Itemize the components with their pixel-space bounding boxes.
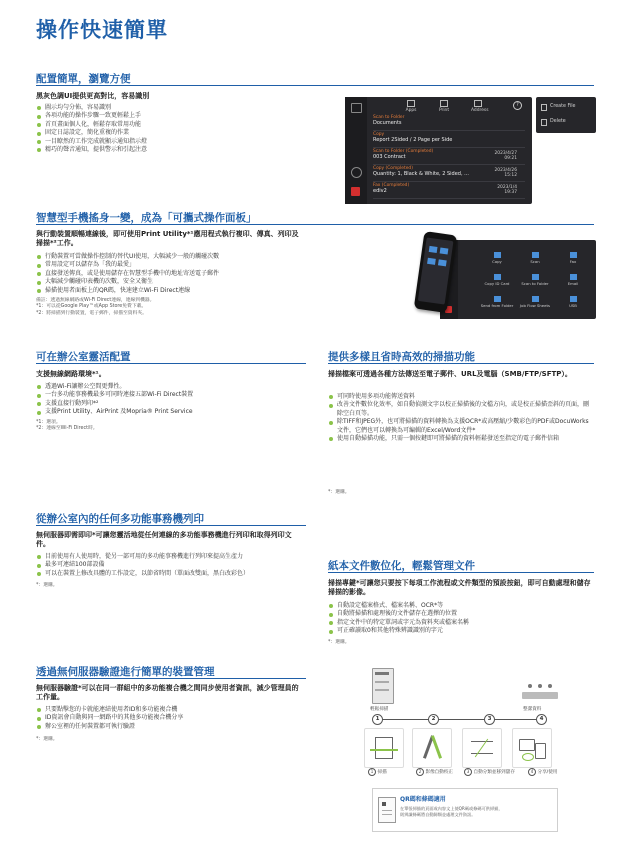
step-caption [368,768,387,776]
section-lead: 掃描檔案可透過各種方法傳送至電子郵件、URL及電腦（SMB/FTP/SFTP）。 [328,370,572,378]
job-name: Documents [373,120,402,126]
app-tile[interactable] [556,294,590,312]
list-item: 最多可連結100部設備 [36,561,249,569]
list-item: 改善文件數位化效率，如自動偵測文字以校正掃描後的文檔方向，或是校正掃描歪斜的頁面，刪除空白頁等。 [328,401,594,418]
caption-text: 影像自動校正 [425,770,454,775]
divider [36,363,306,364]
stop-button[interactable] [351,187,360,196]
qr-text-line: 在單張掃描的頁面或內容文上使QR碼或條碼可供掃描， [400,806,503,811]
divider [36,224,594,225]
app-label: Copy ID Card [484,281,510,286]
qr-info-box [372,788,558,832]
person-icon [528,684,532,688]
flow-right-label: 整潔資料 [523,707,542,712]
job-name: ediv2 [373,188,387,194]
step-marker: 3 [484,714,495,725]
section-heading-print-anywhere: 從辦公室內的任何多功能事務機列印 [36,513,204,525]
bullet-list [36,104,147,154]
footnote: 備註：透過無線網路或Wi-Fi Direct連線，連線到機器。 [36,298,155,303]
footnote: *2：連線至Wi-Fi Direct時。 [36,426,98,432]
caption-text: 自動分類並移到儲存 [473,770,515,775]
person-icon [548,684,552,688]
address-label: Address [471,108,489,113]
step-number: 1 [368,768,376,776]
scan-icon [364,728,404,768]
section-lead: 與行動裝置順暢連線後，即可使用Print Utility*¹應用程式執行複印、傳真、列印及掃描*²工作。 [36,230,299,247]
section-lead: 無伺服器即需即印*可讓您靈活地從任何連線的多功能事務機進行列印和取得列印文件。 [36,531,292,548]
document-icon [378,797,396,823]
side-rail [345,97,367,204]
section-lead: 黑灰色調UI提供更高對比，容易識別 [36,92,150,100]
job-type: Copy [373,132,385,137]
list-item: 只要點擊您的卡就能連結使用者ID和多功能複合機 [36,706,183,714]
list-item: 首頁畫面個人化，輕鬆存取常用功能 [36,121,147,129]
list-item[interactable] [373,183,525,199]
list-item: 一台多功能事務機最多可同時連接五部Wi-Fi Direct裝置 [36,391,193,399]
app-icon [440,247,449,254]
app-icon [438,259,447,266]
app-tile[interactable] [518,294,552,312]
bullet-list [36,253,219,295]
create-file-menu-item[interactable]: Create File [550,104,576,109]
app-label: USB [569,303,577,308]
section-lead: 無伺服器驗證*可以在同一群組中的多功能複合機之間同步使用者資訊，減少管理員的工作量。 [36,684,299,701]
step-caption [528,768,557,776]
list-item: 精巧的聲音通知，提供警示和引起注意 [36,146,147,154]
job-time: 2023/1/4 19:37 [497,185,517,195]
app-icon [427,258,436,265]
home-icon[interactable] [351,103,362,113]
list-item: 固定日誌設定，簡化重複的作業 [36,129,147,137]
job-type: Scan to Folder (Completed) [373,149,434,154]
job-time: 2023/4/26 15:12 [494,168,517,178]
step-number: 2 [416,768,424,776]
section-heading-digitize-documents: 紙本文件數位化，輕鬆管理文件 [328,560,475,572]
list-item: 行動裝置可當做操作控制的替代UI使用，大幅減少一般的觸碰次數 [36,253,219,261]
step-marker: 4 [536,714,547,725]
list-item[interactable] [373,115,525,131]
list-item: 自動將掃描和處理後的文件儲存在選擇的位置 [328,610,469,618]
list-item[interactable] [373,166,525,182]
qr-text-line: 則辨識條碼將自動歸類並處理文件資訊。 [400,812,476,817]
print-tab[interactable] [438,100,450,113]
caption-text: 分享/使用 [537,770,558,775]
apps-label: Apps [405,108,417,113]
divider [36,525,306,526]
job-time: 2023/4/27 09:21 [494,151,517,161]
app-tile[interactable] [518,272,552,290]
app-label: Scan to Folder [521,281,549,286]
list-item: 常用設定可以儲存為「我的最愛」 [36,261,219,269]
list-item: ID資訊會自動與同一網路中的其他多功能複合機分享 [36,714,183,722]
tools-icon [412,728,452,768]
list-item: 大幅減少觸碰印表機的次數，安全又衛生 [36,278,219,286]
list-item: 辦公室裡的任何裝置都可執行驗證 [36,723,183,731]
phone-screen [418,237,454,304]
list-item: 指定文件中的特定單詞或字元為資料夾或檔案名稱 [328,619,469,627]
app-label: Scan [530,259,540,264]
footnote: *：選購。 [36,583,58,588]
bullet-list [36,383,193,417]
job-type: Copy (Completed) [373,166,413,171]
step-marker: 1 [372,714,383,725]
footnotes [36,298,154,317]
list-item: 一目瞭然的工作完成就顯示通知指示燈 [36,138,147,146]
flow-left-label: 輕鬆掃描 [370,707,389,712]
list-item: 支援Print Utility、AirPrint 及Mopria® Print Service [36,408,193,416]
app-grid [480,250,592,316]
job-name: Report 2Sided / 2 Page per Side [373,137,453,143]
section-heading-simple-config: 配置簡單，瀏覽方便 [36,73,131,85]
list-item[interactable] [373,132,525,148]
footnote: *1：選項。 [36,420,61,425]
apps-tab[interactable] [405,100,417,113]
footnote: *2：將掃描到行動裝置，電子郵件，掃描至資料夾。 [36,310,147,316]
list-item: 可正確讀取0和其他特殊辨識識別的字元 [328,627,469,635]
list-item: 自動設定檔案格式、檔案名稱、OCR*等 [328,602,469,610]
footnote: *：選購。 [328,490,350,495]
help-icon[interactable]: ? [513,101,522,110]
list-item: 圖示均勻分佈，容易識別 [36,104,147,112]
file-icon [541,104,547,111]
list-item: 使用自動掃描功能，只需一個按鍵即可將掃描的資料輕鬆發送至指定的電子郵件信箱 [328,435,594,443]
delete-menu-item[interactable]: Delete [550,119,566,124]
divider [328,572,594,573]
printer-home-screen [440,240,596,319]
section-heading-scan-features: 提供多樣且省時高效的掃描功能 [328,351,475,363]
app-label: Email [567,281,579,286]
footnote: *1：可以從Google Play™或App Store免費下載。 [36,304,147,310]
divider [36,85,594,86]
bullet-list [328,393,594,443]
list-item: 各項功能的操作步驟一致更輕鬆上手 [36,112,147,120]
section-heading-smartphone-panel: 智慧型手機搖身一變，成為「可攜式操作面板」 [36,212,257,224]
page-title: 操作快速簡單 [36,18,168,42]
list-item[interactable] [373,149,525,165]
app-tile[interactable] [556,250,590,268]
step-number: 4 [528,768,536,776]
app-tile[interactable] [480,294,514,312]
step-marker: 2 [428,714,439,725]
bullet-list [36,706,183,731]
footnote: *：選購。 [36,737,58,742]
section-heading-flexible-placement: 可在辦公室靈活配置 [36,351,131,363]
bullet-list [328,602,469,636]
section-heading-device-management: 透過無伺服器驗證進行簡單的裝置管理 [36,666,215,678]
app-tile[interactable] [480,250,514,268]
step-caption [416,768,453,776]
gear-icon[interactable] [351,167,362,178]
footnotes [36,420,98,433]
list-item: 可同時使用多項功能傳送資料 [328,393,594,401]
divider [328,363,594,364]
list-item: 掃描使用者面板上的QR碼，快速建立Wi-Fi Direct連線 [36,287,219,295]
desk-icon [522,692,558,699]
job-name: Quantity: 1, Black & White, 2 Sided, ... [373,171,469,177]
trash-icon [541,119,547,126]
app-tile[interactable] [556,272,590,290]
app-label: Job Flow Sheets [520,303,550,308]
list-item: 目前使用有人使用時，從另一部可用的多功能事務機進行列印來提高生產力 [36,553,249,561]
app-tile[interactable] [518,250,552,268]
person-icon [538,684,542,688]
qr-title: QR碼和條碼適用 [400,796,446,803]
app-label: Copy [492,259,502,264]
job-name: 003 Contract [373,154,406,160]
printer-icon [372,668,394,704]
divider [36,678,306,679]
printer-ui-panel [345,97,532,204]
app-label: Send from Folder [480,303,514,308]
list-item: 支援直接行動列印*² [36,400,193,408]
list-item: 直接發送傳真，或是使用儲存在智慧型手機中的地址寄送電子郵件 [36,270,219,278]
sort-icon [462,728,502,768]
print-label: Print [438,108,450,113]
step-caption [464,768,515,776]
list-item: 透過Wi-Fi讓辦公空間更彈性。 [36,383,193,391]
app-tile[interactable] [480,272,514,290]
footnote: *：選購。 [328,640,350,645]
context-menu [536,97,596,133]
job-type: Scan to Folder [373,115,405,120]
caption-text: 掃描 [377,770,387,775]
address-tab[interactable] [471,100,489,113]
list-item: 除TIFF和JPEG外，也可將掃描的資料轉換為支援OCR*或高壓縮/少數彩色的PDF或DocuWorks文件，它們也可以轉換為可編輯的Excel/Word文件* [328,418,594,435]
job-list [373,115,525,201]
app-label: Fax [569,259,577,264]
flow-line [377,719,543,720]
step-number: 3 [464,768,472,776]
section-lead: 支援無線網路環境*¹。 [36,370,106,378]
bullet-list [36,553,249,578]
section-lead: 掃描專鍵*可讓您只要按下每項工作流程或文件類型的預設按鈕，即可自動處理和儲存掃描的影像。 [328,579,591,596]
list-item: 可以在裝置上修改具體的工作設定，以節省時間（單面改雙面，黑白改彩色） [36,570,249,578]
share-icon [512,728,552,768]
app-icon [429,246,438,253]
job-type: Fax (Completed) [373,183,410,188]
